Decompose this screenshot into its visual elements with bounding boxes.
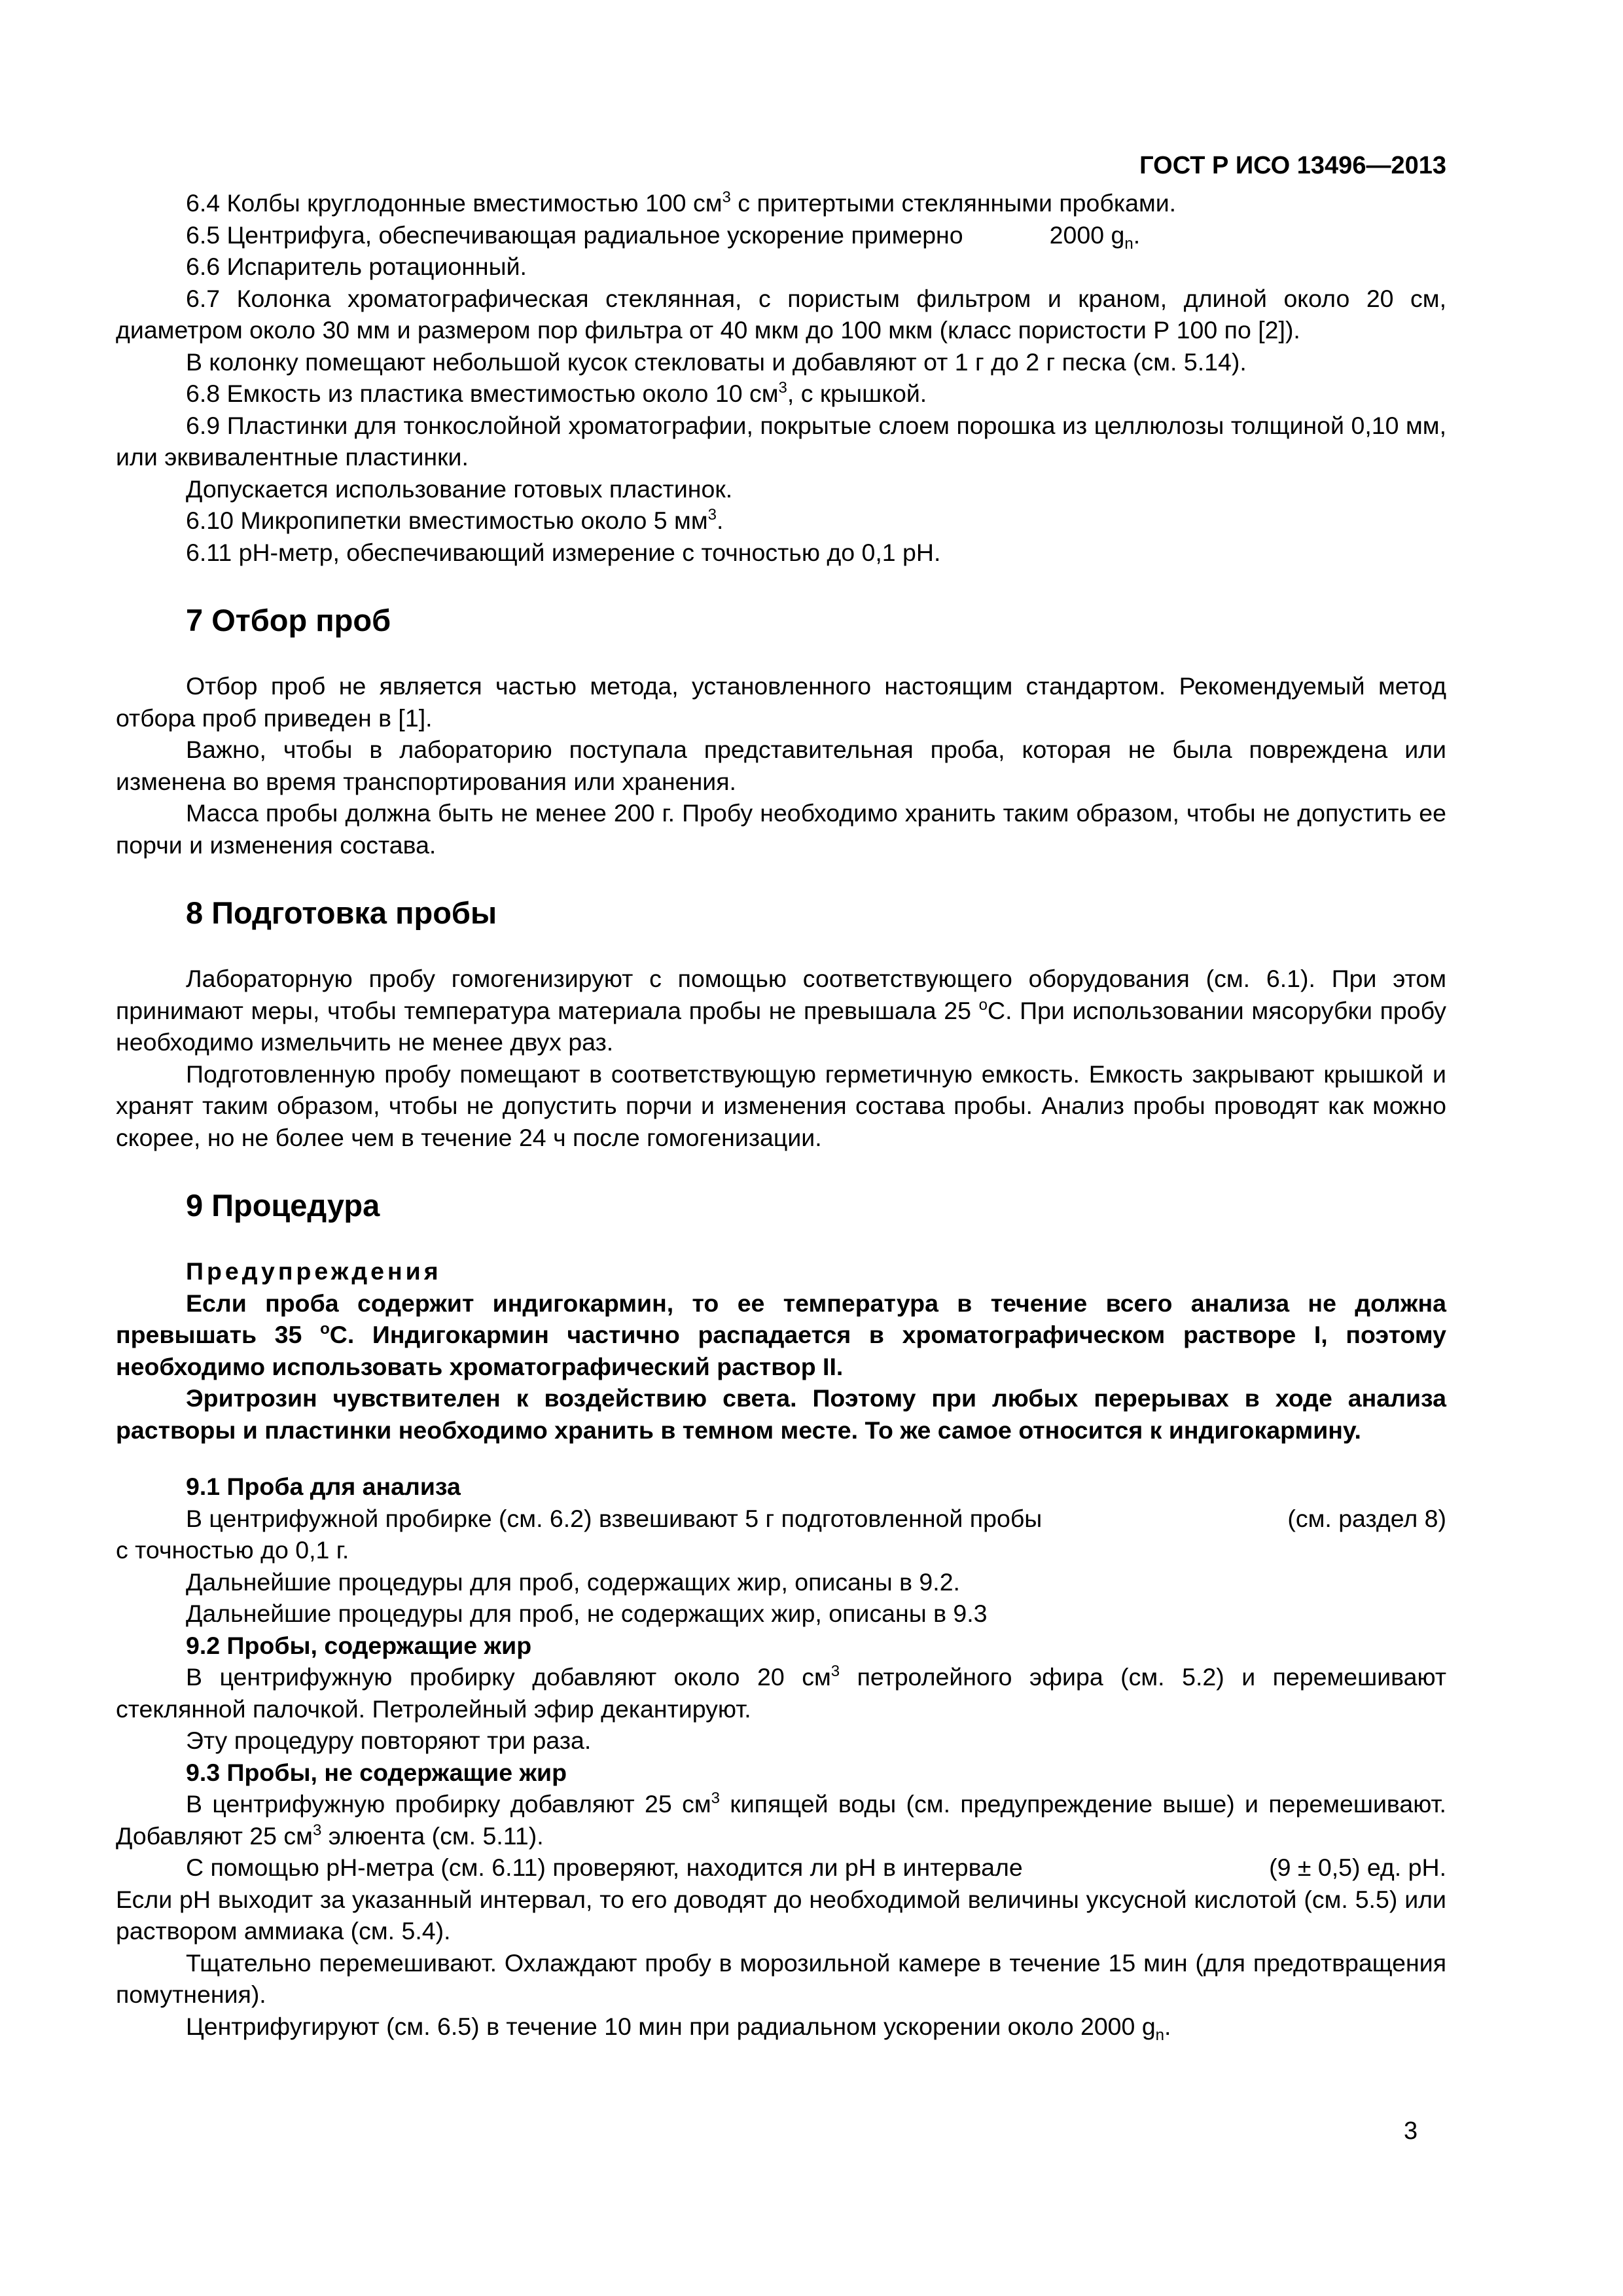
item-6-7-note: В колонку помещают небольшой кусок стекловаты и добавляют от 1 г до 2 г песка (см. 5.14). (186, 348, 1247, 376)
subsection-9-3-title: 9.3 Пробы, не содержащие жир (186, 1758, 567, 1786)
subsection-9-3-paragraph-2: С помощью рН-метра (см. 6.11) проверяют, находится ли рН в интервале (9 ± 0,5) ед. рН. (186, 1854, 1446, 1881)
section-7-title: 7 Отбор проб (186, 603, 391, 637)
section-7-paragraph-2: Важно, чтобы в лабораторию поступала представительная проба, которая не была повреждена или изменена во время транспортирования или хранения. (116, 736, 1446, 795)
subsection-9-1-paragraph-1: В центрифужной пробирке (см. 6.2) взвешивают 5 г подготовленной пробы (см. раздел 8) (186, 1504, 1446, 1532)
warning-indigocarmine: Если проба содержит индигокармин, то ее температура в течение всего анализа не должна превышать 35 $^о$С. Индигокармин частично распадается в хроматографическом растворе I, поэтому необходимо использовать хроматографический раствор II. (116, 1289, 1447, 1380)
section-8-paragraph-2: Подготовленную пробу помещают в соответствующую герметичную емкость. Емкость закрывают крышкой и хранят таким образом, чтобы не допустить порчи и изменения состава пробы. Анализ пробы проводят как можно скорее, но не более чем в течение 24 ч после гомогенизации. (116, 1060, 1446, 1151)
page-number: 3 (1404, 2117, 1418, 2145)
subsection-9-2-paragraph-1: В центрифужную пробирку добавляют около 20 $см^3$ петролейного эфира (см. 5.2) и перемешивают стеклянной палочкой. Петролейный эфир декантируют. (116, 1662, 1446, 1723)
item-6-6: 6.6 Испаритель ротационный. (186, 253, 527, 280)
subsection-9-2-title: 9.2 Пробы, содержащие жир (186, 1631, 532, 1659)
section-9-title: 9 Процедура (186, 1188, 380, 1223)
item-6-9: 6.9 Пластинки для тонкослойной хроматографии, покрытые слоем порошка из целлюлозы толщиной 0,10 мм, или эквивалентные пластинки. (116, 411, 1446, 471)
warnings-title: Предупреждения (186, 1257, 442, 1285)
section-7-paragraph-1: Отбор проб не является частью метода, установленного настоящим стандартом. Рекомендуемый метод отбора проб приведен в [1]. (116, 672, 1446, 732)
item-6-7: 6.7 Колонка хроматографическая стеклянная, с пористым фильтром и краном, длиной около 20 см, диаметром около 30 мм и размером пор фильтра от 40 мкм до 100 мкм (класс пористости Р 100 по [2]). (116, 284, 1446, 344)
subsection-9-1-paragraph-2: Дальнейшие процедуры для проб, содержащих жир, описаны в 9.2. (186, 1568, 960, 1596)
subsection-9-3-paragraph-3: Тщательно перемешивают. Охлаждают пробу в морозильной камере в течение 15 мин (для предотвращения помутнения). (116, 1948, 1446, 2008)
item-6-9-note: Допускается использование готовых пластинок. (186, 475, 733, 503)
section-8-title: 8 Подготовка пробы (186, 895, 497, 930)
document-code-header: ГОСТ Р ИСО 13496—2013 (1139, 152, 1446, 179)
subsection-9-3-paragraph-2-cont: Если рН выходит за указанный интервал, то его доводят до необходимой величины уксусной кислотой (см. 5.5) или раствором аммиака (см. 5.4). (116, 1885, 1446, 1945)
section-8-paragraph-1: Лабораторную пробу гомогенизируют с помощью соответствующего оборудования (см. 6.1). При этом принимают меры, чтобы температура материала пробы не превышала 25 $^о$С. При использовании мясорубки пробу необходимо измельчить не менее двух раз. (116, 965, 1446, 1056)
item-6-10: 6.10 Микропипетки вместимостью около 5 $мм^3$. (186, 506, 724, 534)
item-6-8: 6.8 Емкость из пластика вместимостью около 10 $см^3$, с крышкой. (186, 379, 927, 407)
section-7-paragraph-3: Масса пробы должна быть не менее 200 г. Пробу необходимо хранить таким образом, чтобы не допустить ее порчи и изменения состава. (116, 799, 1446, 859)
subsection-9-1-paragraph-1-cont: с точностью до 0,1 г. (116, 1536, 349, 1564)
document-page (116, 149, 1446, 2042)
subsection-9-3-paragraph-1: В центрифужную пробирку добавляют 25 $см^3$ кипящей воды (см. предупреждение выше) и перемешивают. Добавляют 25 $см^3$ элюента (см. 5.11). (116, 1789, 1446, 1850)
item-6-4: 6.4 Колбы круглодонные вместимостью 100 $см^3$ с притертыми стеклянными пробками. (186, 188, 1177, 217)
subsection-9-1-paragraph-3: Дальнейшие процедуры для проб, не содержащих жир, описаны в 9.3 (186, 1600, 988, 1627)
item-6-5: 6.5 Центрифуга, обеспечивающая радиальное ускорение примерно 2000 $g_n$. (186, 221, 1141, 253)
subsection-9-2-paragraph-2: Эту процедуру повторяют три раза. (186, 1727, 592, 1754)
subsection-9-1-title: 9.1 Проба для анализа (186, 1473, 461, 1500)
subsection-9-3-paragraph-4: Центрифугируют (см. 6.5) в течение 10 мин при радиальном ускорении около 2000 $g_n$. (186, 2012, 1171, 2044)
warning-erythrosine: Эритрозин чувствителен к воздействию света. Поэтому при любых перерывах в ходе анализа растворы и пластинки необходимо хранить в темном месте. То же самое относится к индигокармину. (116, 1384, 1446, 1444)
item-6-11: 6.11 рН-метр, обеспечивающий измерение с точностью до 0,1 рН. (186, 538, 941, 566)
